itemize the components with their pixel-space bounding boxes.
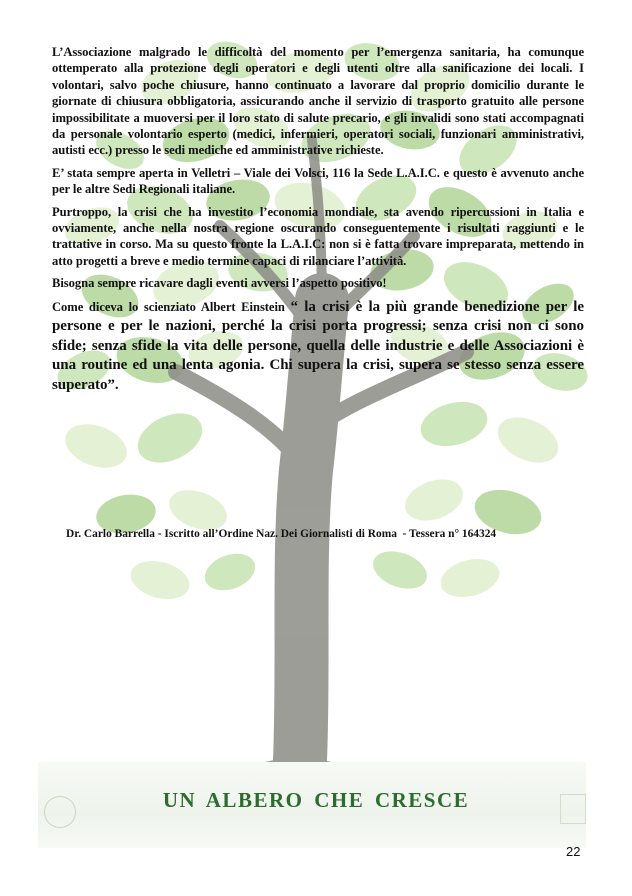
einstein-quote bbox=[52, 298, 584, 396]
paragraph-economic-crisis: Purtroppo, la crisi che ha investito l’economia mondiale, sta avendo ripercussioni in Italia e ovviamente, anche nella nostra regione oscurando conseguentemente i risultati raggiunti e le trattative in corso. Ma su questo fronte la L.A.I.C: non si è fatta trovare impreparata, mettendo in atto progetti a breve e medio termine capaci di rilanciare l’attività. bbox=[52, 204, 584, 268]
banner-title: UN ALBERO CHE CRESCE bbox=[162, 788, 470, 812]
author-signature: Dr. Carlo Barrella - Iscritto all’Ordine Naz. Dei Giornalisti di Roma - Tessera n° 164324 bbox=[66, 528, 497, 540]
page-number: 22 bbox=[566, 844, 581, 859]
paragraph-positive-aspect: Bisogna sempre ricavare dagli eventi avversi l’aspetto positivo! bbox=[52, 276, 387, 291]
article-body bbox=[52, 44, 584, 402]
paragraph-covid-activities: L’Associazione malgrado le difficoltà del momento per l’emergenza sanitaria, ha comunque ottemperato alla protezione degli operatori e degli utenti oltre alla sanificazione dei locali. I volontari, salvo poche chiusure, hanno continuato a lavorare dal proprio domicilio durante le giornate di chiusura obbligatoria, assicurando anche il servizio di trasporto gratuito alle persone impossibilitate a muoversi per il loro stato di salute precario, e gli invalidi sono stati accompagnati da personale volontario esperto (medici, infermieri, operatori sociali, funzionari amministrativi, autisti ecc.) presso le sedi mediche ed amministrative richieste. bbox=[52, 45, 584, 158]
quote-lead: Come diceva lo scienziato Albert Einstein bbox=[52, 299, 291, 314]
quote-text: “ la crisi è la più grande benedizione per le persone e per le nazioni, perché la crisi porta progressi; senza crisi non ci sono sfide; senza sfide la vita delle persone, quella delle industrie e delle Associazioni è una routine ed una lenta agonia. Chi supera la crisi, supera se stesso senza essere superato”. bbox=[52, 298, 584, 394]
paragraph-velletri-office: E’ stata sempre aperta in Velletri – Viale dei Volsci, 116 la Sede L.A.I.C. e questo è avvenuto anche per le altre Sedi Regionali italiane. bbox=[52, 165, 584, 197]
